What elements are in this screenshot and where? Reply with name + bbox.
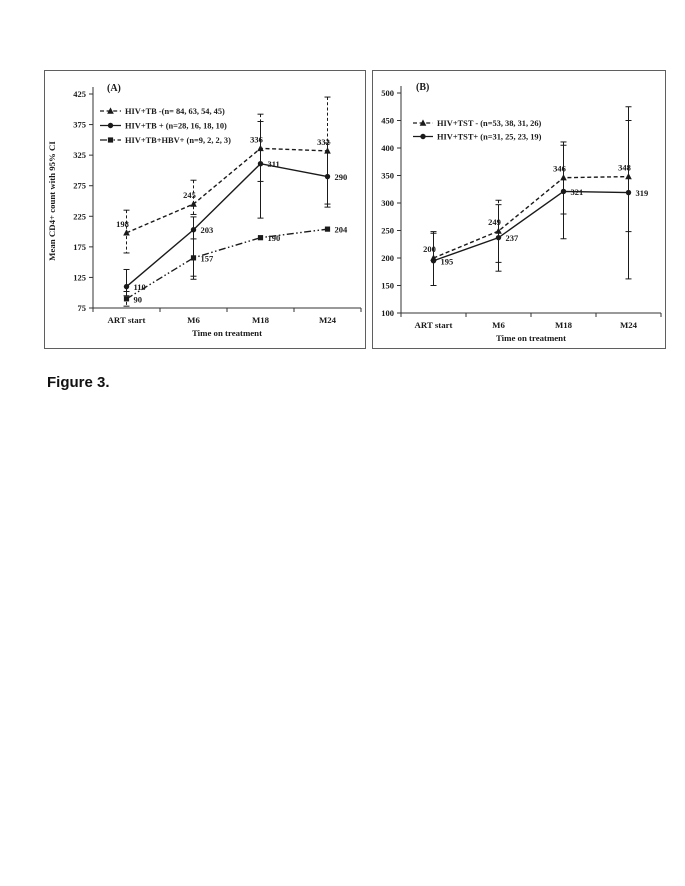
y-tick-label: 400 xyxy=(381,143,394,153)
legend-label: HIV+TB -(n= 84, 63, 54, 45) xyxy=(125,107,225,116)
data-point-marker xyxy=(258,161,263,166)
panel-label: (B) xyxy=(416,82,430,93)
y-tick-label: 375 xyxy=(73,119,86,130)
value-label: 321 xyxy=(570,186,584,197)
series xyxy=(423,121,632,286)
y-tick-label: 450 xyxy=(381,115,394,126)
y-tick-label: 350 xyxy=(381,170,394,181)
data-point-marker xyxy=(325,227,330,232)
data-point-marker xyxy=(561,189,566,194)
series xyxy=(124,122,348,296)
y-tick-label: 275 xyxy=(73,180,86,191)
data-point-marker xyxy=(431,258,436,263)
legend xyxy=(413,119,542,142)
data-point-marker xyxy=(496,235,501,240)
y-tick-label: 100 xyxy=(381,308,394,318)
y-tick-label: 125 xyxy=(73,272,86,283)
value-label: 204 xyxy=(334,224,348,235)
value-label: 157 xyxy=(200,253,214,264)
series-line xyxy=(434,177,629,258)
legend-label: HIV+TB + (n=28, 16, 18, 10) xyxy=(125,121,227,131)
y-tick-label: 175 xyxy=(73,241,86,252)
data-point-marker xyxy=(325,174,330,179)
value-label: 290 xyxy=(334,172,348,183)
value-label: 203 xyxy=(200,225,214,236)
y-tick-label: 500 xyxy=(381,88,394,98)
x-tick-label: ART start xyxy=(107,315,146,325)
chart-a-svg xyxy=(45,71,365,348)
y-tick-label: 200 xyxy=(381,253,394,263)
series-line xyxy=(127,229,328,299)
y-tick-label: 300 xyxy=(381,198,394,208)
data-point-marker xyxy=(191,227,196,232)
series-line xyxy=(127,164,328,287)
y-tick-label: 425 xyxy=(73,89,86,99)
chart-b-svg xyxy=(373,71,665,348)
value-label: 346 xyxy=(553,163,566,174)
x-tick-label: M6 xyxy=(492,320,505,330)
value-label: 190 xyxy=(267,233,281,244)
series xyxy=(124,225,349,307)
y-tick-label: 250 xyxy=(381,225,394,236)
legend-label: HIV+TB+HBV+ (n=9, 2, 2, 3) xyxy=(125,136,231,145)
value-label: 348 xyxy=(618,162,631,173)
x-tick-label: M18 xyxy=(554,320,573,330)
legend-label: HIV+TST+ (n=31, 25, 23, 19) xyxy=(437,132,542,142)
data-point-marker xyxy=(420,134,425,139)
data-point-marker xyxy=(626,190,631,195)
value-label: 195 xyxy=(440,256,454,267)
series-line xyxy=(434,191,629,260)
panel-label: (A) xyxy=(107,83,121,94)
y-tick-label: 325 xyxy=(73,150,86,161)
data-point-marker xyxy=(258,235,263,240)
data-point-marker xyxy=(108,123,113,128)
x-tick-label: M24 xyxy=(318,315,337,325)
series xyxy=(116,97,331,253)
x-tick-label: ART start xyxy=(414,320,453,330)
x-tick-label: M6 xyxy=(187,315,200,325)
x-axis-title: Time on treatment xyxy=(495,333,567,343)
series-line xyxy=(127,148,328,232)
chart-panel-a xyxy=(44,70,366,349)
value-label: 249 xyxy=(488,217,501,228)
value-label: 311 xyxy=(267,159,280,170)
value-label: 336 xyxy=(250,134,263,145)
value-label: 319 xyxy=(635,188,649,199)
chart-panel-b xyxy=(372,70,666,349)
y-tick-label: 225 xyxy=(73,211,86,222)
value-label: 90 xyxy=(133,294,142,305)
data-point-marker xyxy=(108,137,113,142)
value-label: 237 xyxy=(505,233,519,244)
data-point-marker xyxy=(124,296,129,301)
x-tick-label: M18 xyxy=(251,315,270,325)
legend xyxy=(100,107,231,145)
value-label: 245 xyxy=(183,190,196,201)
figure-caption: Figure 3. xyxy=(47,374,110,391)
y-axis-title: Mean CD4+ count with 95% CI xyxy=(47,141,57,261)
value-label: 110 xyxy=(133,282,146,293)
data-point-marker xyxy=(191,255,196,260)
value-label: 200 xyxy=(423,244,436,254)
value-label: 198 xyxy=(116,218,129,229)
data-point-marker xyxy=(124,284,129,289)
x-tick-label: M24 xyxy=(619,320,638,330)
x-axis-title: Time on treatment xyxy=(191,328,263,338)
legend-label: HIV+TST - (n=53, 38, 31, 26) xyxy=(437,119,542,128)
y-tick-label: 150 xyxy=(381,280,394,291)
value-label: 332 xyxy=(317,136,330,147)
y-tick-label: 75 xyxy=(77,303,86,313)
